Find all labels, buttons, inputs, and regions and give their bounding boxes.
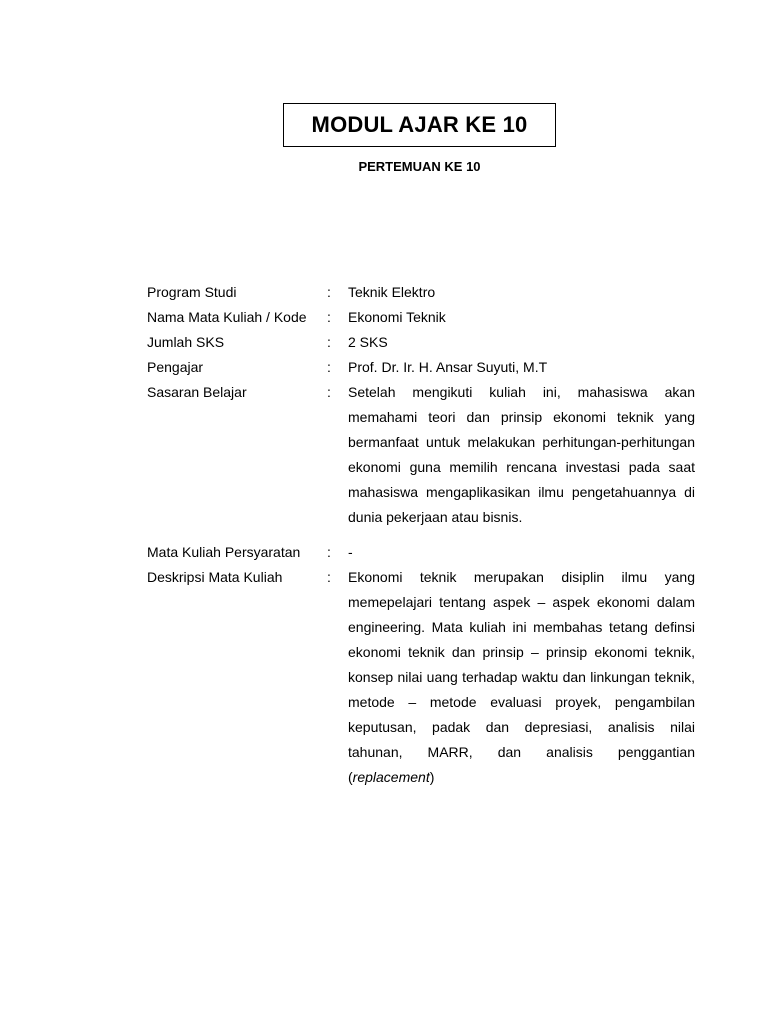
info-value: Ekonomi Teknik <box>348 309 446 325</box>
info-row-mata-kuliah-persyaratan <box>147 540 695 565</box>
description-italic-term: replacement <box>352 769 430 785</box>
info-colon: : <box>327 309 331 325</box>
info-label: Pengajar <box>147 359 204 375</box>
info-row-sasaran-belajar <box>147 380 695 530</box>
info-value: 2 SKS <box>348 334 388 350</box>
info-row-jumlah-sks <box>147 330 695 355</box>
info-colon: : <box>327 359 331 375</box>
info-label: Deskripsi Mata Kuliah <box>147 569 283 585</box>
info-label: Nama Mata Kuliah / Kode <box>147 309 307 325</box>
title-box <box>283 103 556 147</box>
info-value: - <box>348 544 353 560</box>
info-colon: : <box>327 334 331 350</box>
info-label: Jumlah SKS <box>147 334 225 350</box>
info-row-nama-mata-kuliah <box>147 305 695 330</box>
description-text: Ekonomi teknik merupakan disiplin ilmu yang memepelajari tentang aspek – aspek ekonomi dalam engineering. Mata kuliah ini membahas tetang definsi ekonomi teknik dan prinsip – prinsip ekonomi teknik, konsep nilai uang terhadap waktu dan linkungan teknik, metode – metode evaluasi proyek, pengambilan keputusan, padak dan depresiasi, analisis nilai tahunan, MARR, dan analisis penggantian ( <box>348 569 695 785</box>
description-end: ) <box>429 769 435 785</box>
info-value: Setelah mengikuti kuliah ini, mahasiswa akan memahami teori dan prinsip ekonomi teknik yang bermanfaat untuk melakukan perhitungan-perhitungan ekonomi guna memilih rencana investasi pada saat mahasiswa mengaplikasikan ilmu pengetahuannya di dunia pekerjaan atau bisnis. <box>348 384 695 525</box>
info-value-description <box>348 565 695 790</box>
info-value: Teknik Elektro <box>348 284 436 300</box>
module-title: MODUL AJAR KE 10 <box>311 112 528 137</box>
info-label: Program Studi <box>147 284 237 300</box>
info-colon: : <box>327 284 331 300</box>
info-label: Mata Kuliah Persyaratan <box>147 544 301 560</box>
info-colon: : <box>327 569 331 585</box>
info-label: Sasaran Belajar <box>147 384 247 400</box>
info-row-deskripsi-mata-kuliah <box>147 565 695 790</box>
info-colon: : <box>327 544 331 560</box>
course-info-table <box>147 280 695 790</box>
info-colon: : <box>327 384 331 400</box>
info-row-program-studi <box>147 280 695 305</box>
meeting-subtitle: PERTEMUAN KE 10 <box>358 159 481 174</box>
info-row-pengajar <box>147 355 695 380</box>
info-value: Prof. Dr. Ir. H. Ansar Suyuti, M.T <box>348 359 548 375</box>
